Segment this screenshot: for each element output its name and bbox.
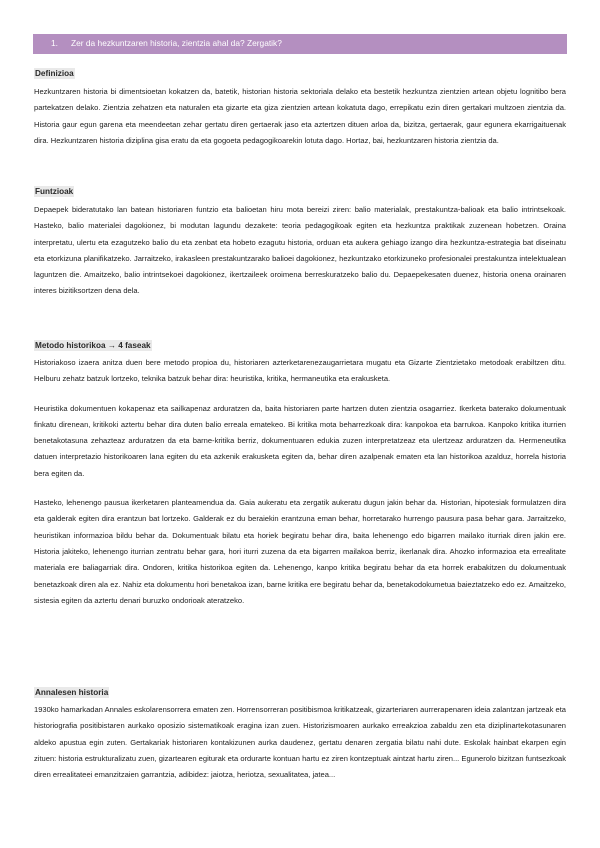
section-heading: Metodo historikoa → 4 faseak [35,341,151,350]
question-header-bar [33,34,567,54]
section-paragraph: Historiakoso izaera anitza duen bere metodo propioa du, historiaren azterketarenezaugarrietara mugatu eta Gizarte Zientzietako metodoak erabiltzen ditu. Helburu zehatz batzuk lortzeko, teknika batzuk behar dira: heuristika, kritika, hermaneutika eta erakusketa. [34,358,566,384]
question-title: Zer da hezkuntzaren historia, zientzia ahal da? Zergatik? [71,38,282,48]
section-paragraph: 1930ko hamarkadan Annales eskolarensorrera ematen zen. Horrensorreran positibismoa kritikatzeak, gizarteriaren aurrerapenaren ideia zalantzan jartzeak eta historiografia positibistaren aurkako oposizio sistematikoak eragina izan zuen. Historizismoaren aurkako erreakzioa zabaldu zen eta diziplinartekotasunaren aldeko apustua egin zuten. Gertakariak historiaren kontakizunen aurka daudenez, gertatu denaren zergatia bilatu nahi dute. Eskolak hainbat ekarpen egin zituen: historia estrukturalizatu zuen, gizartearen egiturak eta ordurarte kontuan hartu ez ziren kontzeptuak aintzat hartu ziren... Egunerolo bizitzan funtsezkoak diren errealitateei emanzitzaien garrantzia, adibidez: jaiotza, heriotza, sexualitatea, jatea... [34,705,566,780]
section-heading: Definizioa [35,69,74,78]
question-number: 1. [51,38,58,48]
section-annalesen-historia [34,682,566,783]
section-metodo-historikoa [34,335,566,609]
section-paragraph: Hezkuntzaren historia bi dimentsioetan kokatzen da, batetik, historian historia sektoriala delako eta bestetik hezkuntza zientzien artean objetu lognitibo bera partekatzen delako. Zientzia zehatzen eta naturalen eta gizarte eta giza zientzien artean kokatuta dago, errepikatu ezin diren gertakari multzoen zientzia da. Historia gaur egun garena eta meendeetan zehar gertatu diren gertaerak jaso eta aztertzen dituen arloa da, bizitza, gertaerak, gaur egunera ekarrigaituenak dira. Hezkuntzaren historia diziplina gisa eratu da eta gogoeta pedagogikoarekin lotuta dago. Hortaz, bai, hezkuntzaren historia zientzia da. [34,87,566,145]
section-paragraph: Heuristika dokumentuen kokapenaz eta sailkapenaz arduratzen da, baita historiaren parte hartzen duten zientzia osagarriez. Ikerketa baterako dokumentuak finkatu direnean, kritikoki aztertu behar dira duten balio erreala ematekeo. Bi kritika mota beharrezkoak dira: kanpokoa eta barrukoa. Kanpoko kritika iturrien benetakotasuna zehazteaz arduratzen da eta barne-kritika berriz, dokumentuaren edukia zuzen interpretatzeaz eta ulertzeaz arduratzen da. Hermeneutika datuen interpretazio historikoaren lana egiten du eta azkenik erakusketa egiten da, behar diren azalpenak ematen eta lan historikoa azalduz, horrela historia bera egiten da. [34,403,566,478]
section-definizioa [34,63,566,149]
section-heading: Funtzioak [35,187,74,196]
section-heading: Annalesen historia [35,688,109,697]
section-paragraph: Depaepek bideratutako lan batean historiaren funtzio eta balioetan hiru mota bereizi ziren: balio materialak, prestakuntza-balioak eta balio intrintsekoak. Hasteko, balio materialei dagokionez, bi modutan lagundu dezakete: teoria pedagogikoak egiten eta hezkuntza praktikak zuzenean hobetzen. Oraina interpretatu, ulertu eta ezagutzeko balio du eta zenbat eta hobeto ezagutu historia, orduan eta aukera gehiago izango dira hezkuntza-estrategia bat diseinatu eta etorkizuna planifikatzeko. Jarraitzeko, irakasleen prestakuntzarako balioei dagokionez, hezkuntzako etorkizuneko profesionalei prestakuntza intelektualean laguntzen die. Amaitzeko, balio intrintsekoei dagokionez, ikertzaileek oroimena berreskuratzeko balio du. Depaepekesaten duenez, historia onena orainaren interes bizitiksortzen dena dela. [34,205,566,296]
section-paragraph: Hasteko, lehenengo pausua ikerketaren planteamendua da. Gaia aukeratu eta zergatik aukeratu dugun jakin behar da. Historian, hipotesiak formulatzen dira eta galderak egiten dira erantzun bat lortzeko. Galderak ez du beraiekin erantzuna eman behar, horretarako hurrengo pausura pasa behar gara. Jarraitzeko, heuristikan informazioa bildu behar da. Dokumentuak bilatu eta horiek begiratu behar dira, baita lehenengo edo bigarren mailako iturriak diren jakin ere. Historia jakiteko, lehenengo iturrian zentratu behar gara, hori iturri zuzena da eta bigarren mailakoa berriz, ikerlanak dira. Ahozko informazioa eta errealitate materiala ere baliagarriak dira. Ondoren, kritika historikoa egiten da. Lehenengo, kanpo kritika begiratu behar da eta horrek erabakitzen du dokumentuak benetazkoak diren ala ez. Nahiz eta dokumentu hori benetakoa izan, barne kritika ere begiratu behar da, benetakodokumetua baieztatzeko edo ez. Amaitzeko, sistesia egiten da aztertu denari buruzko ondorioak ateratzeko. [34,498,566,605]
section-funtzioak [34,181,566,300]
